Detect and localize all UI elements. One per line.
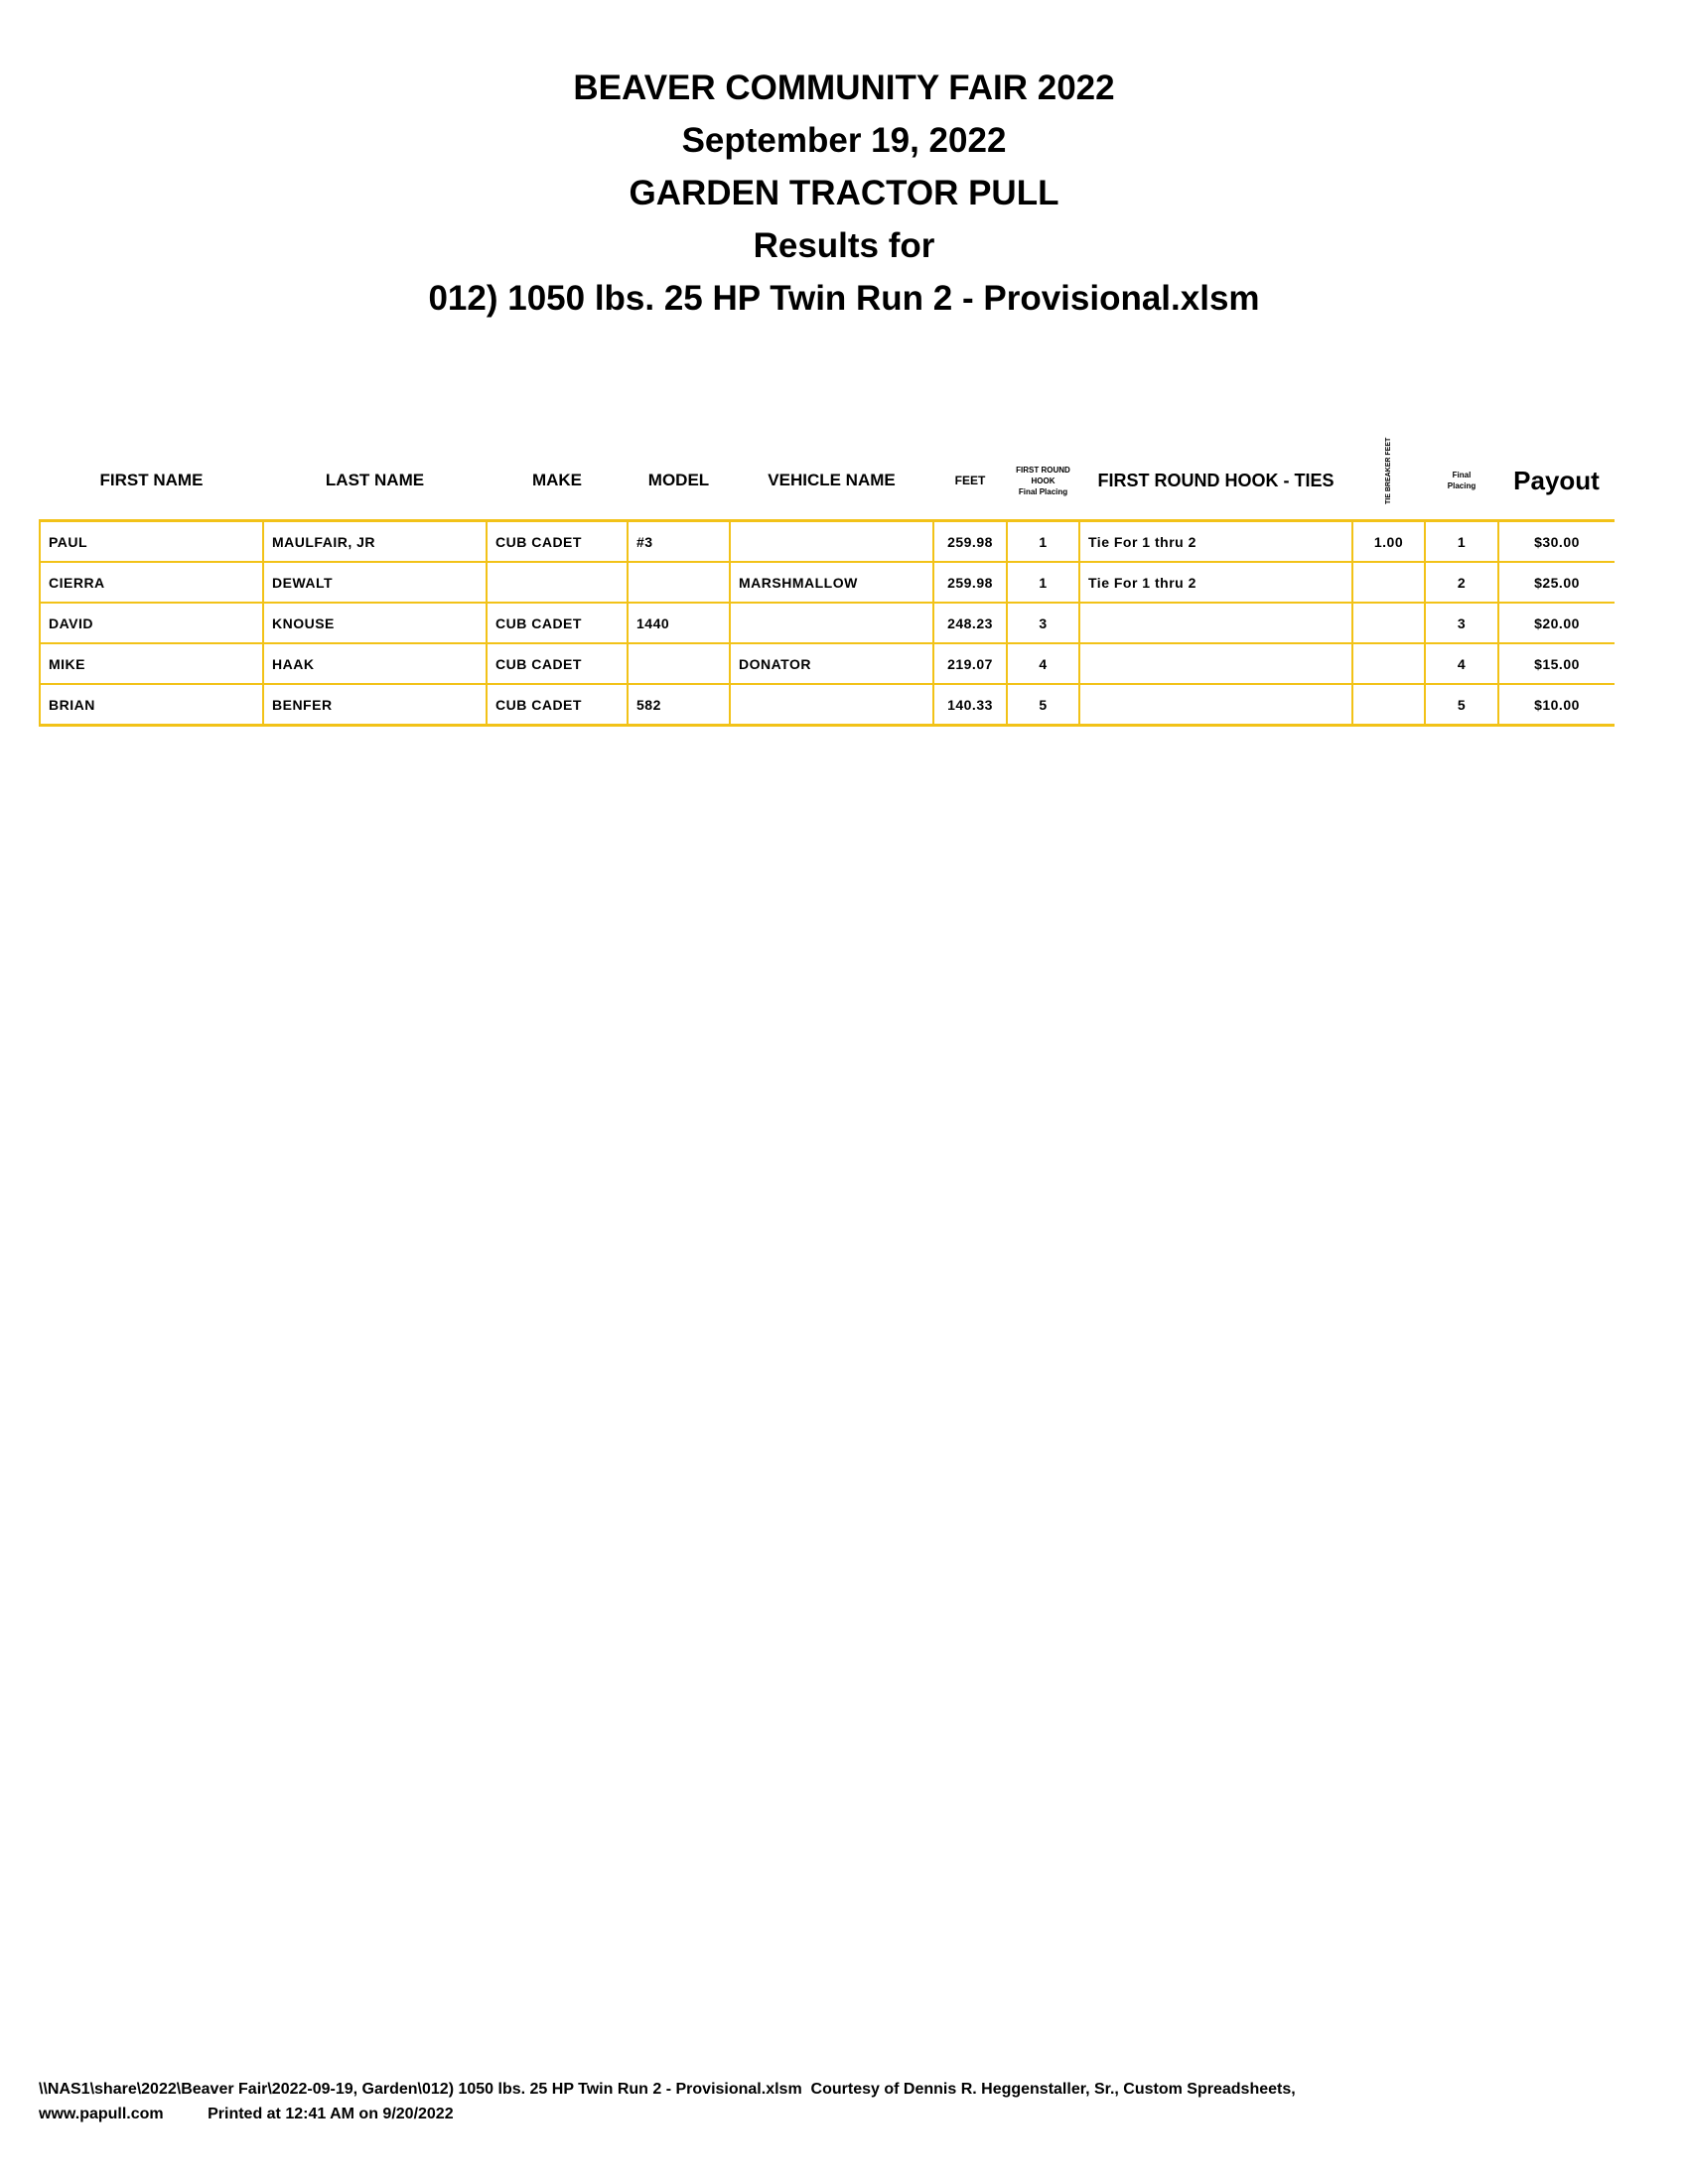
footer-printed: Printed at 12:41 AM on 9/20/2022 [208, 2106, 454, 2122]
col-final-placing [1425, 442, 1498, 521]
cell-tie-breaker [1352, 643, 1425, 684]
cell-first-name: MIKE [40, 643, 263, 684]
cell-vehicle-name: MARSHMALLOW [730, 562, 933, 603]
cell-vehicle-name [730, 603, 933, 643]
cell-make [487, 562, 628, 603]
cell-payout: $25.00 [1498, 562, 1615, 603]
cell-tie-breaker [1352, 684, 1425, 726]
header-row [40, 442, 1615, 521]
cell-ties [1079, 684, 1352, 726]
cell-tie-breaker [1352, 603, 1425, 643]
cell-feet: 248.23 [933, 603, 1007, 643]
cell-model: 1440 [628, 603, 730, 643]
cell-model: 582 [628, 684, 730, 726]
table-row [40, 603, 1615, 643]
class-title: 012) 1050 lbs. 25 HP Twin Run 2 - Provisional.xlsm [428, 279, 1260, 318]
page-footer [39, 2077, 1667, 2126]
cell-first-name: PAUL [40, 521, 263, 563]
cell-model [628, 562, 730, 603]
cell-vehicle-name [730, 684, 933, 726]
cell-hook: 4 [1007, 643, 1079, 684]
col-first-round-hook-line2: HOOK [1031, 476, 1055, 485]
results-table [39, 437, 1615, 727]
col-final-placing-line1: Final [1452, 471, 1472, 479]
col-first-round-hook [1007, 442, 1079, 521]
col-first-round-hook-line3: Final Placing [1018, 486, 1068, 496]
col-feet: FEET [954, 474, 986, 487]
cell-payout: $20.00 [1498, 603, 1615, 643]
cell-vehicle-name [730, 521, 933, 563]
cell-make: CUB CADET [487, 603, 628, 643]
cell-feet: 140.33 [933, 684, 1007, 726]
cell-last-name: HAAK [263, 643, 487, 684]
cell-hook: 1 [1007, 521, 1079, 563]
col-make: MAKE [531, 471, 583, 489]
cell-make: CUB CADET [487, 684, 628, 726]
event-date: September 19, 2022 [681, 121, 1007, 160]
fair-title: BEAVER COMMUNITY FAIR 2022 [573, 68, 1115, 107]
cell-last-name: BENFER [263, 684, 487, 726]
cell-final-placing: 4 [1425, 643, 1498, 684]
table-row [40, 684, 1615, 726]
cell-ties [1079, 643, 1352, 684]
cell-hook: 1 [1007, 562, 1079, 603]
cell-payout: $10.00 [1498, 684, 1615, 726]
cell-final-placing: 5 [1425, 684, 1498, 726]
results-for-label: Results for [753, 226, 935, 265]
col-tie-breaker [1352, 437, 1425, 521]
cell-vehicle-name: DONATOR [730, 643, 933, 684]
cell-first-name: BRIAN [40, 684, 263, 726]
cell-hook: 3 [1007, 603, 1079, 643]
cell-feet: 259.98 [933, 562, 1007, 603]
footer-path: \\NAS1\share\2022\Beaver Fair\2022-09-19, Garden\012) 1050 lbs. 25 HP Twin Run 2 - Provisional.xlsm Courtesy of Dennis R. Heggenstaller, Sr., Custom Spreadsheets, [39, 2081, 1296, 2098]
table-row [40, 643, 1615, 684]
col-vehicle-name: VEHICLE NAME [768, 471, 896, 489]
cell-ties [1079, 603, 1352, 643]
footer-second-line [39, 2102, 1667, 2126]
cell-model [628, 643, 730, 684]
cell-payout: $15.00 [1498, 643, 1615, 684]
event-name: GARDEN TRACTOR PULL [629, 174, 1059, 212]
footer-website: www.papull.com [39, 2106, 164, 2122]
col-model: MODEL [647, 471, 710, 489]
cell-first-name: DAVID [40, 603, 263, 643]
cell-tie-breaker: 1.00 [1352, 521, 1425, 563]
cell-last-name: DEWALT [263, 562, 487, 603]
table-row [40, 562, 1615, 603]
cell-feet: 219.07 [933, 643, 1007, 684]
col-first-name: FIRST NAME [99, 471, 204, 489]
cell-tie-breaker [1352, 562, 1425, 603]
col-final-placing-line2: Placing [1447, 481, 1477, 490]
cell-last-name: KNOUSE [263, 603, 487, 643]
cell-ties: Tie For 1 thru 2 [1079, 562, 1352, 603]
report-header [0, 62, 1688, 325]
cell-make: CUB CADET [487, 643, 628, 684]
col-last-name: LAST NAME [325, 471, 425, 489]
cell-make: CUB CADET [487, 521, 628, 563]
cell-hook: 5 [1007, 684, 1079, 726]
col-first-round-hook-line1: FIRST ROUND [1016, 465, 1070, 475]
cell-model: #3 [628, 521, 730, 563]
cell-ties: Tie For 1 thru 2 [1079, 521, 1352, 563]
cell-first-name: CIERRA [40, 562, 263, 603]
cell-payout: $30.00 [1498, 521, 1615, 563]
col-tie-breaker-label: TIE BREAKER FEET [1384, 437, 1392, 504]
cell-last-name: MAULFAIR, JR [263, 521, 487, 563]
col-payout: Payout [1513, 465, 1600, 495]
cell-final-placing: 2 [1425, 562, 1498, 603]
cell-feet: 259.98 [933, 521, 1007, 563]
col-first-round-ties: FIRST ROUND HOOK - TIES [1097, 470, 1335, 490]
cell-final-placing: 1 [1425, 521, 1498, 563]
table-row [40, 521, 1615, 563]
cell-final-placing: 3 [1425, 603, 1498, 643]
